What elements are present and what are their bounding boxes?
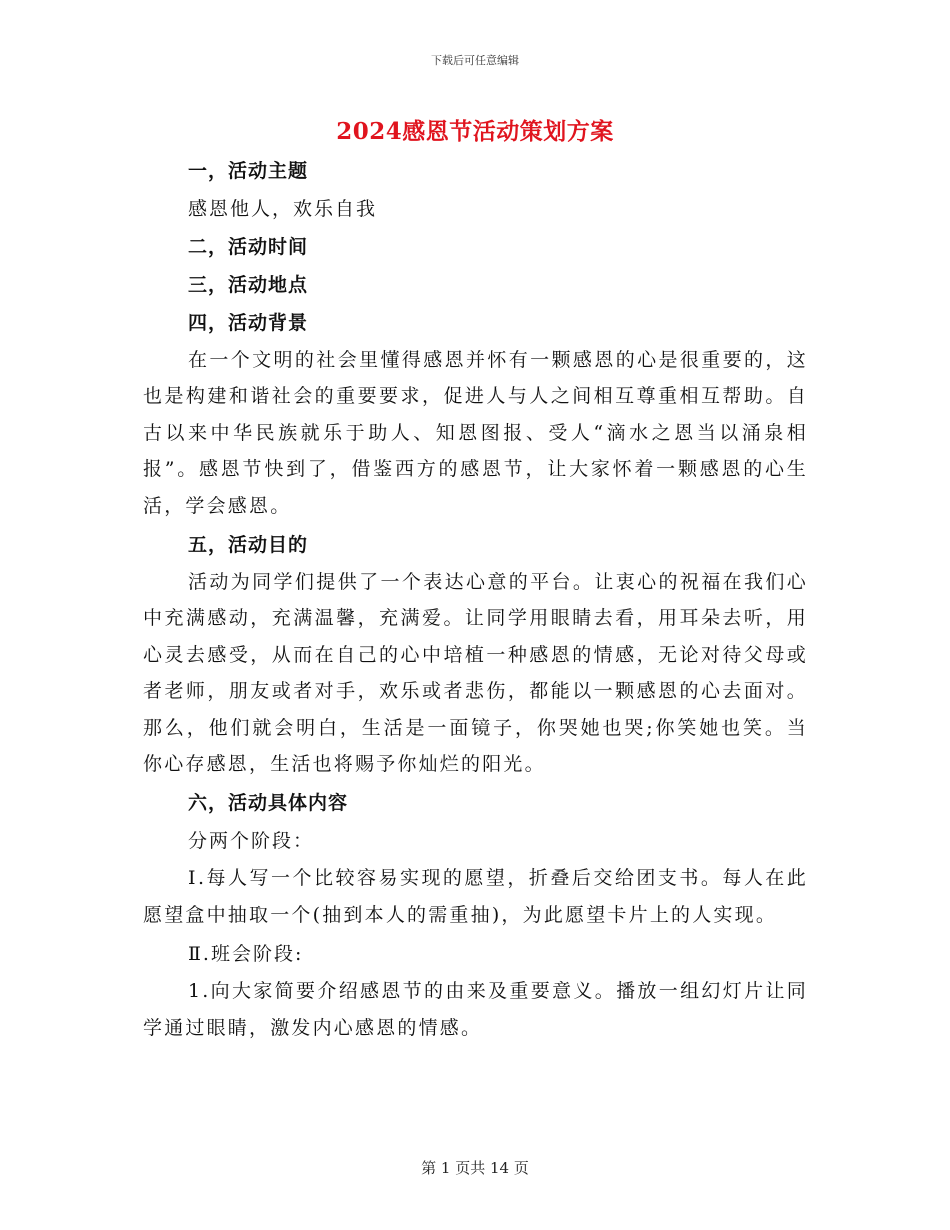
page-footer: 第 1 页共 14 页 bbox=[421, 1159, 529, 1177]
section-heading-background: 四，活动背景 bbox=[188, 312, 309, 334]
stages-intro: 分两个阶段： bbox=[188, 830, 315, 853]
stage-two-label: Ⅱ.班会阶段: bbox=[188, 943, 304, 966]
purpose-paragraph: 活动为同学们提供了一个表达心意的平台。让衷心的祝福在我们心中充满感动，充满温馨，充满爱。让同学用眼睛去看，用耳朵去听，用心灵去感受，从而在自己的心中培植一种感恩的情感，无论对待父母或者老师，朋友或者对手，欢乐或者悲伤，都能以一颗感恩的心去面对。那么，他们就会明白，生活是一面镜子，你哭她也哭;你笑她也笑。当你心存感恩，生活也将赐予你灿烂的阳光。 bbox=[143, 571, 808, 776]
stage-one-paragraph: Ⅰ.每人写一个比较容易实现的愿望，折叠后交给团支书。每人在此愿望盒中抽取一个(抽到本人的需重抽)，为此愿望卡片上的人实现。 bbox=[143, 867, 808, 926]
step-one-paragraph: 1.向大家简要介绍感恩节的由来及重要意义。播放一组幻灯片让同学通过眼睛，激发内心感恩的情感。 bbox=[143, 980, 808, 1039]
section-heading-location: 三，活动地点 bbox=[188, 274, 309, 296]
page-header: 下载后可任意编辑 bbox=[431, 54, 519, 67]
background-paragraph: 在一个文明的社会里懂得感恩并怀有一颗感恩的心是很重要的，这也是构建和谐社会的重要要求，促进人与人之间相互尊重相互帮助。自古以来中华民族就乐于助人、知恩图报、受人“滴水之恩当以涌泉相报”。感恩节快到了，借鉴西方的感恩节，让大家怀着一颗感恩的心生活，学会感恩。 bbox=[143, 349, 808, 517]
section-heading-time: 二，活动时间 bbox=[188, 236, 309, 258]
document-body bbox=[143, 152, 808, 1048]
theme-text: 感恩他人，欢乐自我 bbox=[188, 198, 378, 220]
section-heading-content: 六，活动具体内容 bbox=[188, 792, 349, 815]
section-heading-purpose: 五，活动目的 bbox=[188, 534, 309, 557]
document-title: 2024感恩节活动策划方案 bbox=[336, 118, 614, 145]
section-heading-theme: 一，活动主题 bbox=[188, 160, 309, 182]
